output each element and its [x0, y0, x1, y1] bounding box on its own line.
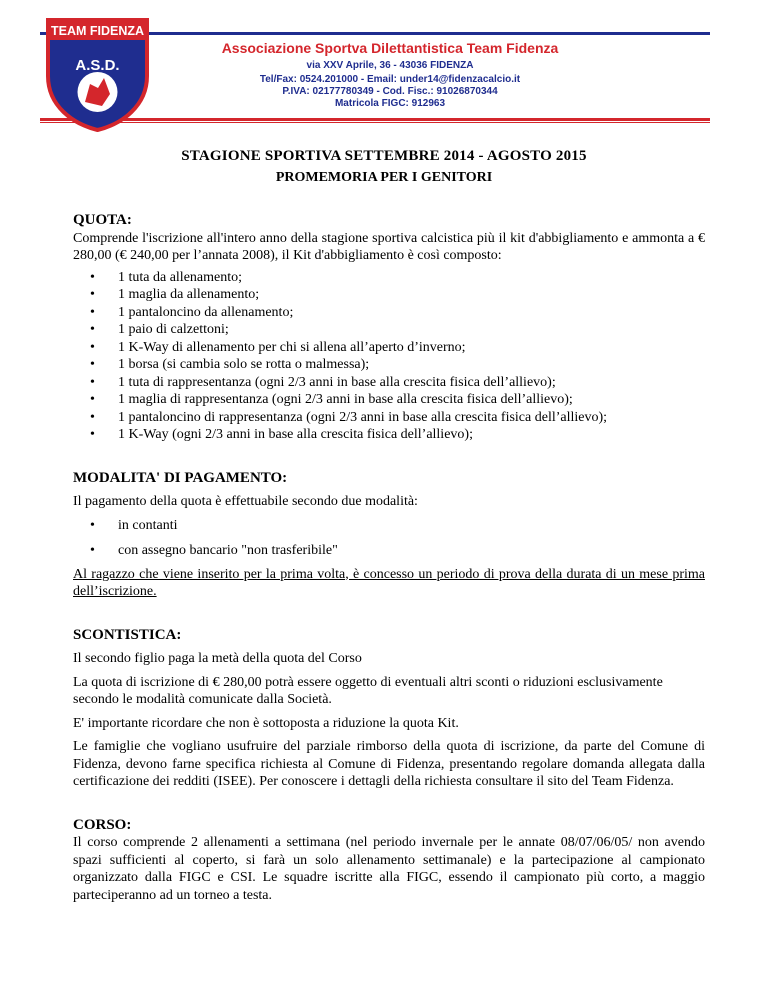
payment-method: • in contanti	[118, 517, 705, 535]
page-title: STAGIONE SPORTIVA SETTEMBRE 2014 - AGOSTO 2015	[181, 148, 587, 164]
association-contacts: Tel/Fax: 0524.201000 - Email: under14@fidenzacalcio.it	[259, 74, 521, 85]
corso-text: Il corso comprende 2 allenamenti a settimana (nel periodo invernale per le annate 08/07/06/05/ non avendo spazi sufficienti al coperto, si farà un solo allenamento settimanale) e la partecipazione al campionato organizzato dalla FIGC e CSI. Le squadre iscritte alla FIGC, essendo il campionato più corto, a maggio parteciperanno ad un torneo a testa.	[73, 835, 705, 903]
pagamento-text: Il pagamento della quota è effettuabile secondo due modalità:	[73, 494, 418, 509]
trial-period-note: Al ragazzo che viene inserito per la prima volta, è concesso un periodo di prova della durata di un mese prima dell’iscrizione.	[73, 566, 705, 599]
association-figc-number: Matricola FIGC: 912963	[334, 98, 446, 109]
association-name: Associazione Sportva Dilettantistica Team Fidenza	[221, 40, 559, 56]
logo-monogram: A.S.D.	[75, 57, 120, 74]
sconti-p3: E' importante ricordare che non è sottoposta a riduzione la quota Kit.	[73, 715, 459, 731]
sconti-p1: Il secondo figlio paga la metà della quota del Corso	[73, 651, 362, 666]
association-tax-ids: P.IVA: 02177780349 - Cod. Fisc.: 91026870344	[282, 86, 498, 97]
kit-item: • 1 maglia da allenamento;	[118, 286, 705, 304]
page-subtitle: PROMEMORIA PER I GENITORI	[275, 170, 493, 185]
payment-method: • con assegno bancario "non trasferibile"	[118, 542, 705, 560]
section-corso	[73, 817, 705, 905]
payment-methods-list	[73, 517, 705, 560]
quota-text: Comprende l'iscrizione all'intero anno della stagione sportiva calcistica più il kit d'abbigliamento e ammonta a € 280,00 (€ 240,00 per l’annata 2008), il Kit d'abbigliamento è così composto:	[73, 230, 705, 263]
kit-item: • 1 paio di calzettoni;	[118, 321, 705, 339]
sconti-p4: Le famiglie che vogliano usufruire del parziale rimborso della quota di iscrizione, da parte del Comune di Fidenza, devono farne specifica richiesta al Comune di Fidenza, presentando regolare domanda allegata dalla certificazione dei redditi (ISEE). Per conoscere i dettagli della richiesta consultare il sito del Team Fidenza.	[73, 739, 705, 789]
kit-item: • 1 tuta di rappresentanza (ogni 2/3 anni in base alla crescita fisica dell’allievo);	[118, 374, 705, 392]
kit-item: • 1 K-Way di allenamento per chi si allena all’aperto d’inverno;	[118, 339, 705, 357]
sconti-heading: SCONTISTICA:	[73, 626, 182, 643]
pagamento-heading: MODALITA' DI PAGAMENTO:	[73, 469, 288, 486]
kit-item: • 1 pantaloncino da allenamento;	[118, 304, 705, 322]
kit-item: • 1 pantaloncino di rappresentanza (ogni 2/3 anni in base alla crescita fisica dell’allievo);	[118, 409, 705, 427]
corso-heading: CORSO:	[73, 816, 132, 833]
association-address: via XXV Aprile, 36 - 43036 FIDENZA	[306, 60, 474, 71]
kit-item: • 1 maglia di rappresentanza (ogni 2/3 anni in base alla crescita fisica dell’allievo);	[118, 391, 705, 409]
team-fidenza-logo	[40, 14, 155, 132]
section-quota	[73, 212, 705, 444]
quota-heading: QUOTA:	[73, 212, 132, 228]
kit-list	[73, 269, 705, 444]
kit-item: • 1 tuta da allenamento;	[118, 269, 705, 287]
section-scontistica	[73, 627, 705, 791]
section-pagamento	[73, 470, 705, 601]
logo-text: TEAM FIDENZA	[50, 24, 145, 38]
sconti-p2: La quota di iscrizione di € 280,00 potrà essere oggetto di eventuali altri sconti o riduzioni esclusivamente secondo le modalità comunicate dalla Società.	[73, 674, 663, 707]
kit-item: • 1 K-Way (ogni 2/3 anni in base alla crescita fisica dell’allievo);	[118, 426, 705, 444]
document-body	[73, 212, 705, 904]
kit-item: • 1 borsa (si cambia solo se rotta o malmessa);	[118, 356, 705, 374]
